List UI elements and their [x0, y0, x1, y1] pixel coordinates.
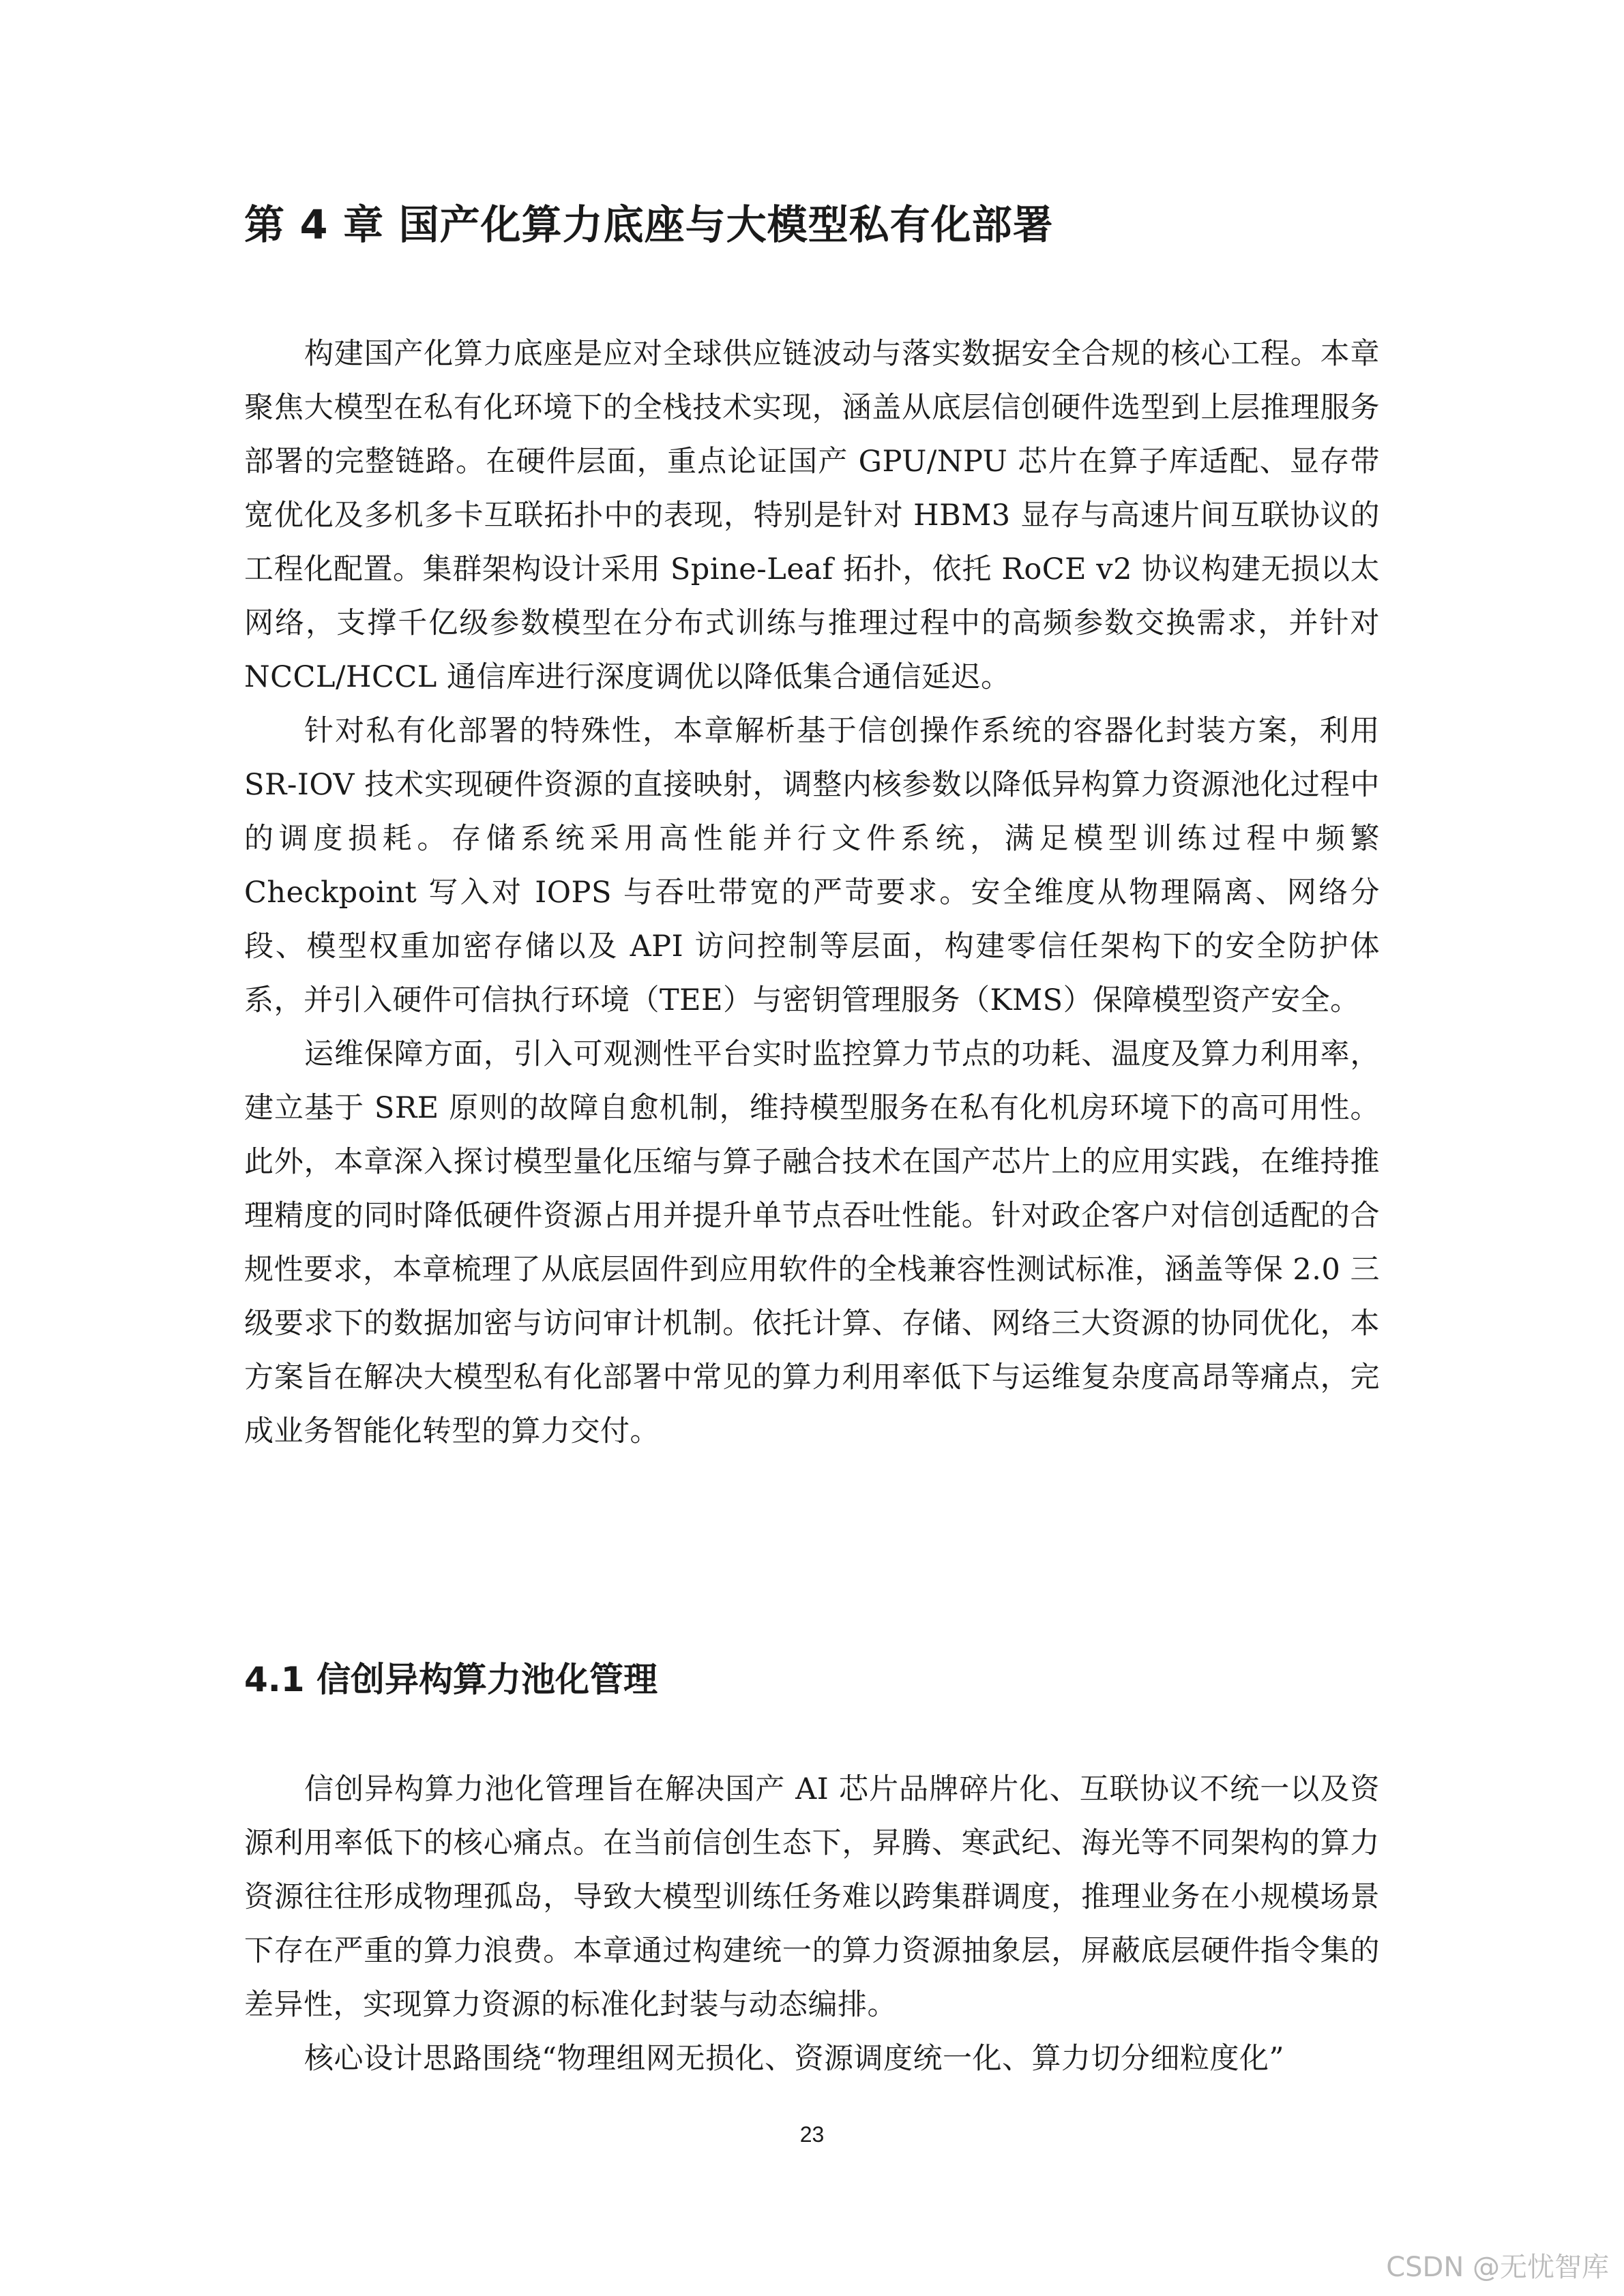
chapter-title: 第 4 章 国产化算力底座与大模型私有化部署 — [244, 201, 1054, 248]
paragraph: 运维保障方面，引入可观测性平台实时监控算力节点的功耗、温度及算力利用率，建立基于 SRE 原则的故障自愈机制，维持模型服务在私有化机房环境下的高可用性。此外，本章深入探讨模型量化压缩与算子融合技术在国产芯片上的应用实践，在维持推理精度的同时降低硬件资源占用并提升单节点吞吐性能。针对政企客户对信创适配的合规性要求，本章梳理了从底层固件到应用软件的全栈兼容性测试标准，涵盖等保 2.0 三级要求下的数据加密与访问审计机制。依托计算、存储、网络三大资源的协同优化，本方案旨在解决大模型私有化部署中常见的算力利用率低下与运维复杂度高昂等痛点，完成业务智能化转型的算力交付。 — [244, 1037, 1380, 1448]
section-text — [244, 1763, 1380, 2086]
paragraph: 核心设计思路围绕“物理组网无损化、资源调度统一化、算力切分细粒度化” — [304, 2042, 1284, 2076]
page-number: 23 — [799, 2122, 825, 2147]
chapter-intro-text — [244, 327, 1380, 1459]
paragraph: 构建国产化算力底座是应对全球供应链波动与落实数据安全合规的核心工程。本章聚焦大模型在私有化环境下的全栈技术实现，涵盖从底层信创硬件选型到上层推理服务部署的完整链路。在硬件层面，重点论证国产 GPU/NPU 芯片在算子库适配、显存带宽优化及多机多卡互联拓扑中的表现，特别是针对 HBM3 显存与高速片间互联协议的工程化配置。集群架构设计采用 Spine-Leaf 拓扑，依托 RoCE v2 协议构建无损以太网络，支撑千亿级参数模型在分布式训练与推理过程中的高频参数交换需求，并针对 NCCL/HCCL 通信库进行深度调优以降低集合通信延迟。 — [244, 337, 1380, 694]
paragraph: 信创异构算力池化管理旨在解决国产 AI 芯片品牌碎片化、互联协议不统一以及资源利用率低下的核心痛点。在当前信创生态下，昇腾、寒武纪、海光等不同架构的算力资源往往形成物理孤岛，导致大模型训练任务难以跨集群调度，推理业务在小规模场景下存在严重的算力浪费。本章通过构建统一的算力资源抽象层，屏蔽底层硬件指令集的差异性，实现算力资源的标准化封装与动态编排。 — [244, 1772, 1380, 2022]
watermark: CSDN @无忧智库 — [1386, 2252, 1609, 2283]
paragraph: 针对私有化部署的特殊性，本章解析基于信创操作系统的容器化封装方案，利用 SR-IOV 技术实现硬件资源的直接映射，调整内核参数以降低异构算力资源池化过程中的调度损耗。存储系统采用高性能并行文件系统，满足模型训练过程中频繁 Checkpoint 写入对 IOPS 与吞吐带宽的严苛要求。安全维度从物理隔离、网络分段、模型权重加密存储以及 API 访问控制等层面，构建零信任架构下的安全防护体系，并引入硬件可信执行环境（TEE）与密钥管理服务（KMS）保障模型资产安全。 — [244, 714, 1380, 1017]
section-title: 4.1 信创异构算力池化管理 — [244, 1660, 658, 1699]
